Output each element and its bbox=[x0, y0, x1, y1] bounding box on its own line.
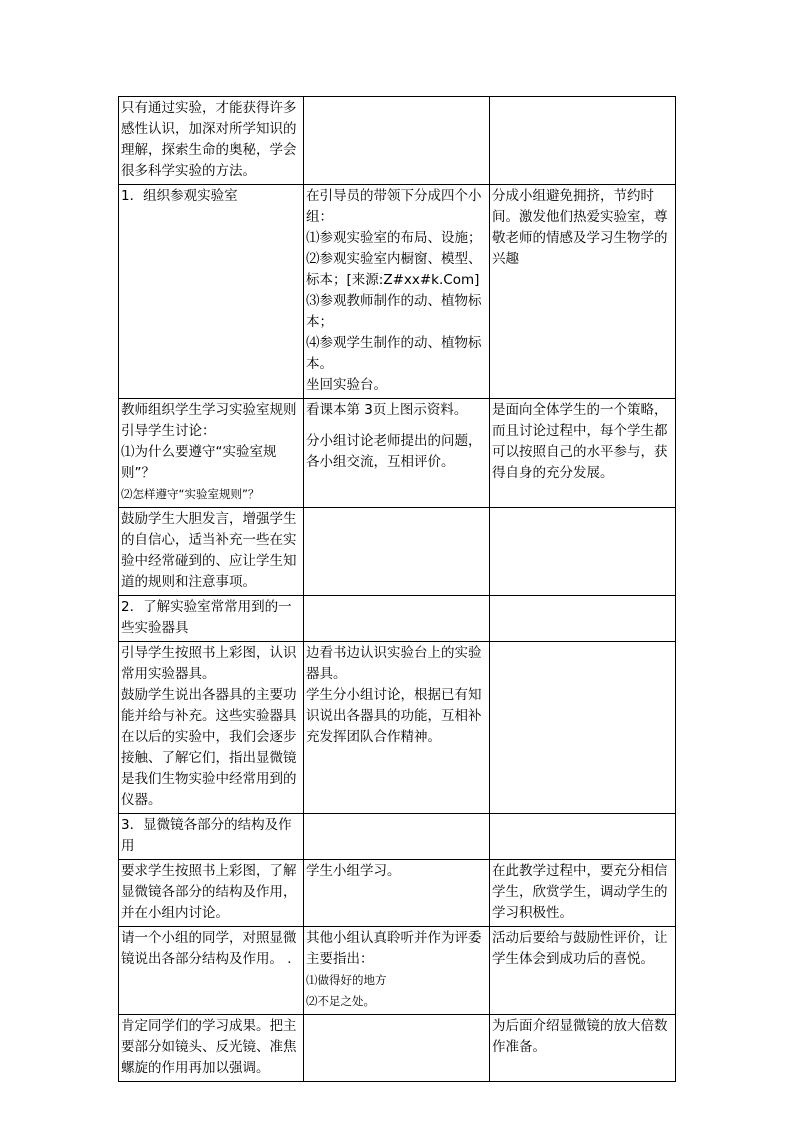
list-item: ⑶参观教师制作的动、植物标本； bbox=[306, 293, 482, 330]
design-intent-cell bbox=[490, 860, 676, 927]
teacher-activity-cell bbox=[119, 814, 304, 860]
student-activity-cell bbox=[304, 399, 490, 508]
student-activity-cell bbox=[304, 1015, 490, 1082]
table-row bbox=[119, 860, 676, 927]
cell-text: 分小组讨论老师提出的问题，各小组交流，互相评价。 bbox=[306, 433, 482, 470]
design-intent-cell bbox=[490, 185, 676, 399]
cell-text: 鼓励学生说出各器具的主要功能并给与补充。这些实验器具在以后的实验中，我们会逐步接触、了解它们，指出显微镜是我们生物实验中经常用到的仪器。 bbox=[121, 687, 297, 808]
student-activity-cell bbox=[304, 860, 490, 927]
list-item: ⑵怎样遵守“实验室规则”？ bbox=[121, 487, 260, 501]
design-intent-cell bbox=[490, 97, 676, 185]
table-row bbox=[119, 927, 676, 1015]
table-row bbox=[119, 97, 676, 185]
cell-text: 坐回实验台。 bbox=[306, 377, 387, 393]
design-intent-cell bbox=[490, 642, 676, 814]
cell-text: 边看书边认识实验台上的实验器具。 bbox=[306, 645, 482, 682]
design-intent-cell bbox=[490, 814, 676, 860]
teacher-activity-cell bbox=[119, 596, 304, 642]
cell-text: 要求学生按照书上彩图，了解显微镜各部分的结构及作用，并在小组内讨论。 bbox=[121, 863, 297, 921]
table-row bbox=[119, 642, 676, 814]
cell-text: 活动后要给与鼓励性评价，让学生体会到成功后的喜悦。 bbox=[492, 930, 668, 967]
student-activity-cell bbox=[304, 814, 490, 860]
cell-text: 引导学生按照书上彩图，认识常用实验器具。 bbox=[121, 645, 297, 682]
cell-text: 是面向全体学生的一个策略，而且讨论过程中，每个学生都可以按照自己的水平参与，获得自身的充分发展。 bbox=[492, 402, 668, 481]
teacher-activity-cell bbox=[119, 508, 304, 596]
cell-text: 请一个小组的同学，对照显微镜说出各部分结构及作用。 . bbox=[121, 930, 297, 967]
cell-text: 在此教学过程中，要充分相信学生，欣赏学生，调动学生的学习积极性。 bbox=[492, 863, 668, 921]
list-item: ⑵不足之处。 bbox=[306, 994, 375, 1008]
section-heading: 3．显微镜各部分的结构及作用 bbox=[121, 817, 292, 854]
cell-text: 学生小组学习。 bbox=[306, 863, 401, 879]
design-intent-cell bbox=[490, 1015, 676, 1082]
cell-text: 只有通过实验，才能获得许多感性认识，加深对所学知识的理解，探索生命的奥秘，学会很多科学实验的方法。 bbox=[121, 100, 297, 179]
table-row bbox=[119, 399, 676, 508]
student-activity-cell bbox=[304, 642, 490, 814]
design-intent-cell bbox=[490, 508, 676, 596]
cell-text: 看课本第 3页上图示资料。 bbox=[306, 402, 468, 418]
student-activity-cell bbox=[304, 596, 490, 642]
teacher-activity-cell bbox=[119, 927, 304, 1015]
student-activity-cell bbox=[304, 185, 490, 399]
cell-text: 学生分小组讨论，根据已有知识说出各器具的功能，互相补充发挥团队合作精神。 bbox=[306, 687, 482, 745]
design-intent-cell bbox=[490, 596, 676, 642]
cell-text: 肯定同学们的学习成果。把主要部分如镜头、反光镜、准焦螺旋的作用再加以强调。 bbox=[121, 1018, 297, 1076]
student-activity-cell bbox=[304, 927, 490, 1015]
cell-text: 鼓励学生大胆发言，增强学生的自信心，适当补充一些在实验中经常碰到的、应让学生知道的规则和注意事项。 bbox=[121, 511, 297, 590]
teacher-activity-cell bbox=[119, 97, 304, 185]
section-heading: 2．了解实验室常常用到的一些实验器具 bbox=[121, 599, 292, 636]
cell-text: 其他小组认真聆听并作为评委主要指出： bbox=[306, 930, 482, 967]
cell-text: 为后面介绍显微镜的放大倍数作准备。 bbox=[492, 1018, 668, 1055]
student-activity-cell bbox=[304, 508, 490, 596]
section-heading: 1．组织参观实验室 bbox=[121, 188, 238, 204]
table-row bbox=[119, 185, 676, 399]
design-intent-cell bbox=[490, 927, 676, 1015]
cell-text: 在引导员的带领下分成四个小组： bbox=[306, 188, 482, 225]
teacher-activity-cell bbox=[119, 1015, 304, 1082]
list-item: ⑵参观实验室内橱窗、模型、标本；[来源:Z#xx#k.Com] bbox=[306, 251, 482, 288]
design-intent-cell bbox=[490, 399, 676, 508]
table-row bbox=[119, 596, 676, 642]
cell-text: 分成小组避免拥挤，节约时间。激发他们热爱实验室，尊敬老师的情感及学习生物学的兴趣 bbox=[492, 188, 668, 267]
table-row bbox=[119, 508, 676, 596]
list-item: ⑴为什么要遵守“实验室规则”？ bbox=[121, 444, 277, 481]
cell-text: 教师组织学生学习实验室规则 bbox=[121, 402, 297, 418]
table-row bbox=[119, 814, 676, 860]
teacher-activity-cell bbox=[119, 399, 304, 508]
teacher-activity-cell bbox=[119, 185, 304, 399]
list-item: ⑷参观学生制作的动、植物标本。 bbox=[306, 335, 482, 372]
teacher-activity-cell bbox=[119, 860, 304, 927]
student-activity-cell bbox=[304, 97, 490, 185]
lesson-plan-table bbox=[118, 96, 676, 1082]
table-row bbox=[119, 1015, 676, 1082]
list-item: ⑴做得好的地方 bbox=[306, 973, 387, 987]
teacher-activity-cell bbox=[119, 642, 304, 814]
cell-text: 引导学生讨论： bbox=[121, 423, 216, 439]
list-item: ⑴参观实验室的布局、设施； bbox=[306, 230, 482, 246]
